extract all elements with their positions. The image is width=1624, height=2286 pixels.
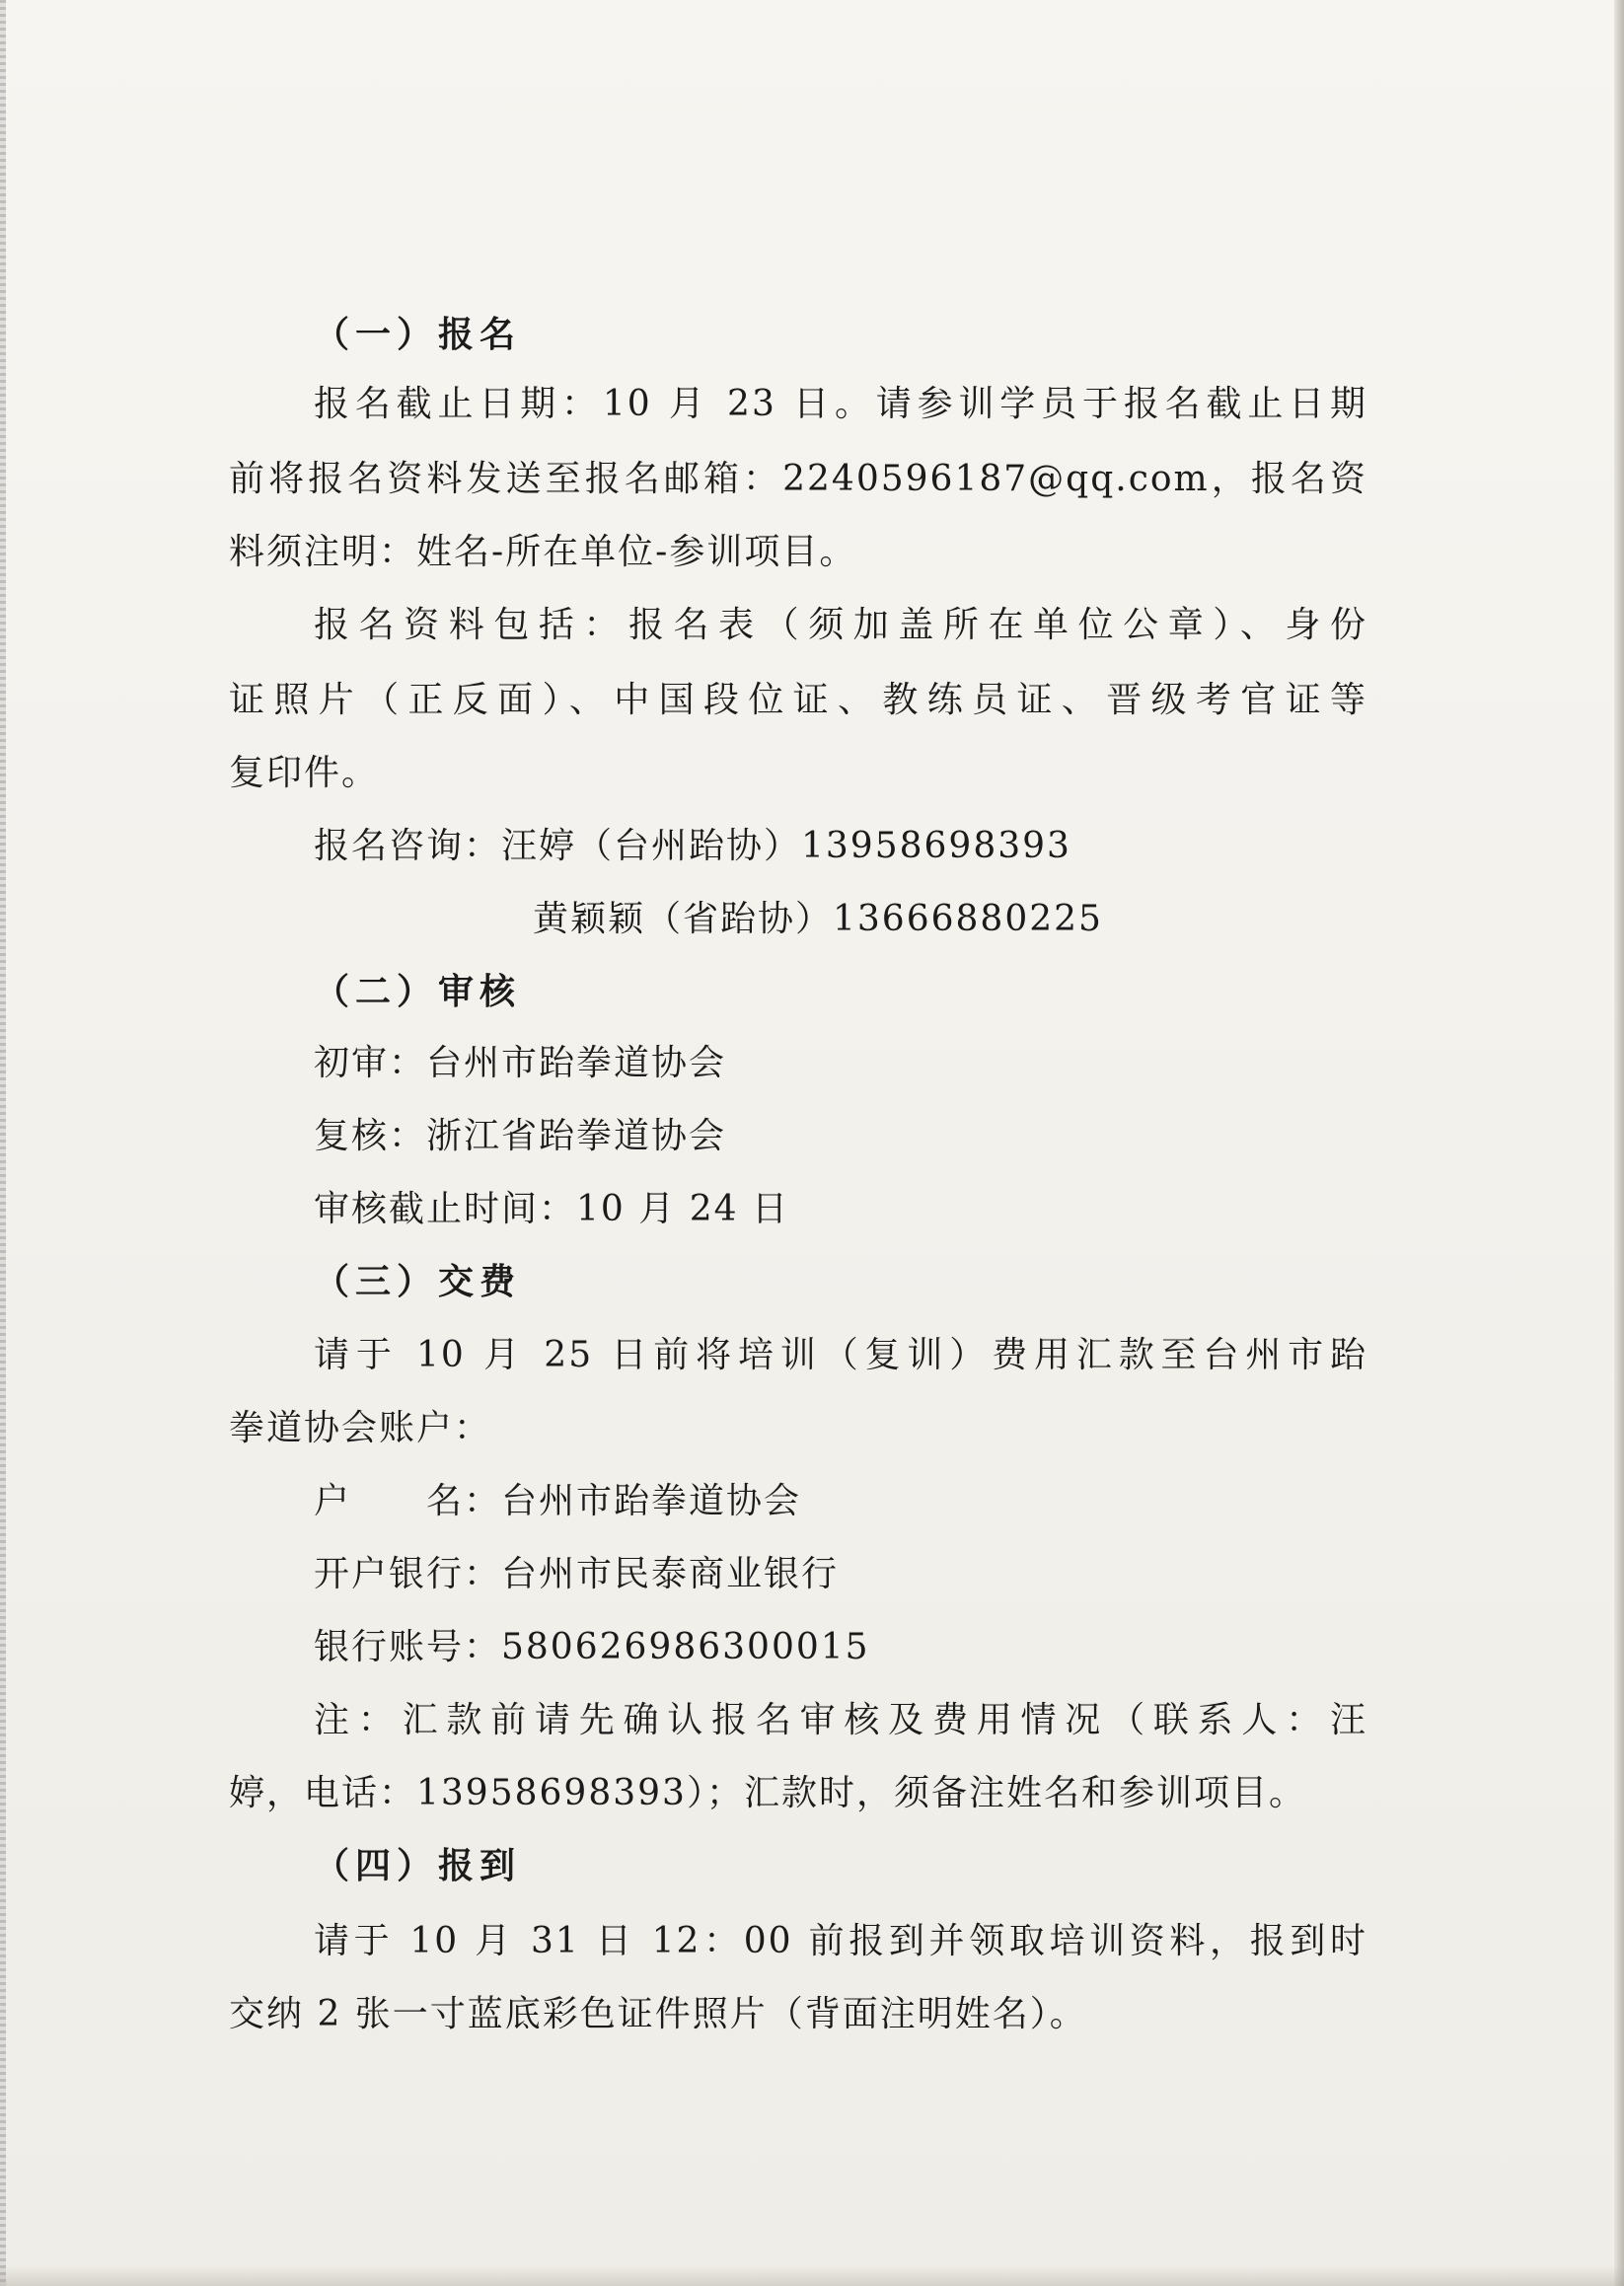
payment-intro-line-1: 请于 10 月 25 日前将培训（复训）费用汇款至台州市跆 — [314, 1335, 1367, 1375]
section-heading-review: （二）审核 — [314, 972, 522, 1012]
payment-account-number: 银行账号：580626986300015 — [314, 1627, 870, 1667]
payment-bank: 开户银行：台州市民泰商业银行 — [314, 1554, 840, 1594]
registration-materials-line-2: 证照片（正反面）、中国段位证、教练员证、晋级考官证等 — [229, 680, 1367, 720]
registration-materials-line-1: 报名资料包括：报名表（须加盖所在单位公章）、身份 — [314, 605, 1367, 645]
payment-note-line-1: 注：汇款前请先确认报名审核及费用情况（联系人：汪 — [314, 1700, 1367, 1740]
section-heading-payment: （三）交费 — [314, 1262, 522, 1302]
review-second: 复核：浙江省跆拳道协会 — [314, 1116, 727, 1156]
registration-consult-1: 报名咨询：汪婷（台州跆协）13958698393 — [314, 826, 1071, 866]
registration-materials-line-3: 复印件。 — [229, 753, 380, 793]
payment-intro-line-2: 拳道协会账户： — [229, 1408, 492, 1448]
section-heading-checkin: （四）报到 — [314, 1846, 522, 1886]
scan-bottom-edge — [0, 2266, 1624, 2286]
review-deadline: 审核截止时间：10 月 24 日 — [314, 1189, 789, 1229]
registration-deadline-line-3: 料须注明：姓名-所在单位-参训项目。 — [229, 532, 857, 572]
registration-deadline-line-2: 前将报名资料发送至报名邮箱：2240596187@qq.com，报名资 — [229, 459, 1367, 499]
checkin-line-1: 请于 10 月 31 日 12：00 前报到并领取培训资料，报到时 — [314, 1921, 1367, 1961]
registration-deadline-line-1: 报名截止日期：10 月 23 日。请参训学员于报名截止日期 — [314, 384, 1367, 424]
checkin-line-2: 交纳 2 张一寸蓝底彩色证件照片（背面注明姓名）。 — [229, 1994, 1087, 2034]
section-heading-registration: （一）报名 — [314, 315, 522, 355]
review-first: 初审：台州市跆拳道协会 — [314, 1043, 727, 1083]
registration-consult-2: 黄颖颖（省跆协）13666880225 — [533, 899, 1103, 939]
payment-account-name: 户 名：台州市跆拳道协会 — [314, 1481, 802, 1521]
scan-right-edge — [1614, 0, 1624, 2286]
payment-note-line-2: 婷，电话：13958698393）；汇款时，须备注姓名和参训项目。 — [229, 1773, 1306, 1813]
scan-left-edge — [0, 0, 6, 2286]
